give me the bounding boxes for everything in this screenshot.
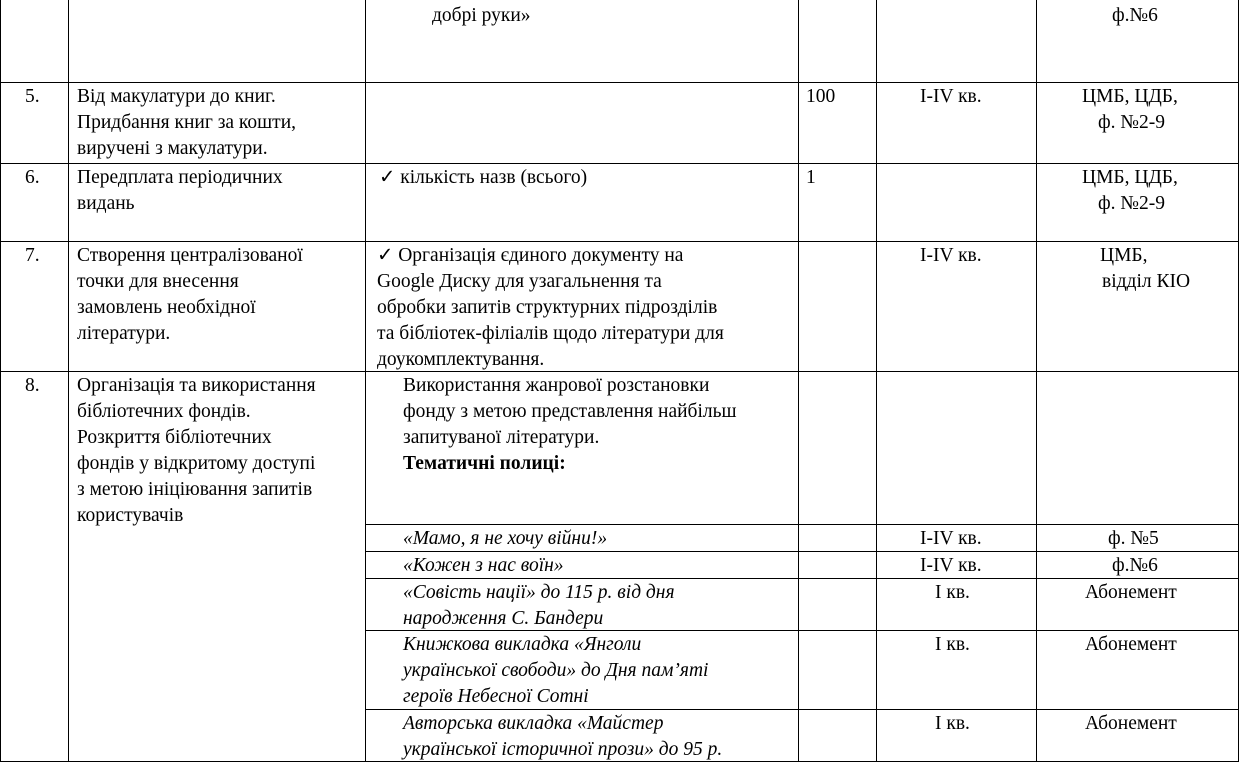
title-line: виручені з макулатури. (77, 138, 268, 159)
content-line: Google Диску для узагальнення та (377, 271, 662, 292)
term-cell: I-IV кв. (920, 528, 982, 549)
exhibit-line: Книжкова викладка «Янголи (403, 634, 642, 655)
title-line: видань (77, 193, 135, 214)
table-border (1238, 0, 1239, 762)
table-border (0, 0, 1, 762)
responsible-cell: Абонемент (1085, 582, 1177, 603)
term-cell: I-IV кв. (920, 245, 982, 266)
exhibit-line: української історичної прози» до 95 р. (403, 739, 723, 760)
title-line: Придбання книг за кошти, (77, 112, 297, 133)
responsible-line: відділ КІО (1102, 271, 1191, 292)
row-number: 6. (25, 167, 40, 188)
section-heading: Тематичні полиці: (403, 453, 566, 474)
table-border (0, 82, 1239, 83)
responsible-line: ЦМБ, ЦДБ, (1082, 167, 1178, 188)
content-line: ✓ Організація єдиного документу на (377, 245, 684, 266)
title-line: Організація та використання (77, 375, 316, 396)
table-border (365, 524, 1239, 525)
title-line: літератури. (77, 323, 171, 344)
table-border (1036, 0, 1037, 762)
table-border (0, 163, 1239, 164)
content-line: фонду з метою представлення найбільш (403, 401, 737, 422)
responsible-cell: ф.№6 (1112, 555, 1158, 576)
row-number: 8. (25, 375, 40, 396)
title-line: Створення централізованої (77, 245, 303, 266)
exhibit-line: героїв Небесної Сотні (403, 686, 589, 707)
content-line: обробки запитів структурних підрозділів (377, 297, 718, 318)
responsible-cell: Абонемент (1085, 634, 1177, 655)
table-border (68, 0, 69, 762)
title-line: точки для внесення (77, 271, 239, 292)
responsible-cell: ф.№6 (1112, 5, 1158, 26)
table-border (798, 0, 799, 762)
title-line: Передплата періодичних (77, 167, 283, 188)
term-cell: I кв. (935, 582, 970, 603)
content-line: Використання жанрової розстановки (403, 375, 710, 396)
term-cell: I кв. (935, 634, 970, 655)
row-number: 7. (25, 245, 40, 266)
table-border (0, 241, 1239, 242)
value-cell: 100 (806, 86, 836, 107)
responsible-line: ф. №2-9 (1098, 112, 1165, 133)
responsible-line: ЦМБ, ЦДБ, (1082, 86, 1178, 107)
content-line: доукомплектування. (377, 349, 545, 370)
responsible-line: ф. №2-9 (1098, 193, 1165, 214)
responsible-cell: ф. №5 (1108, 528, 1159, 549)
row-number: 5. (25, 86, 40, 107)
exhibit-line: народження С. Бандери (403, 608, 604, 629)
table-border (365, 0, 366, 762)
responsible-line: ЦМБ, (1100, 245, 1148, 266)
content-line: ✓ кількість назв (всього) (379, 167, 588, 188)
content-line: запитуваної літератури. (403, 427, 600, 448)
exhibit-line: «Совість нації» до 115 р. від дня (403, 582, 675, 603)
title-line: фондів у відкритому доступі (77, 453, 316, 474)
table-border (876, 0, 877, 762)
title-line: користувачів (77, 505, 184, 526)
title-line: Розкриття бібліотечних (77, 427, 272, 448)
term-cell: I-IV кв. (920, 555, 982, 576)
value-cell: 1 (806, 167, 816, 188)
exhibit-line: «Кожен з нас воїн» (403, 555, 564, 576)
exhibit-line: Авторська викладка «Майстер (403, 713, 664, 734)
term-cell: I кв. (935, 713, 970, 734)
title-line: бібліотечних фондів. (77, 401, 251, 422)
table-border (0, 371, 1239, 372)
content-line: та бібліотек-філіалів щодо літератури для (377, 323, 724, 344)
term-cell: I-IV кв. (920, 86, 982, 107)
exhibit-line: української свободи» до Дня пам’яті (403, 660, 709, 681)
responsible-cell: Абонемент (1085, 713, 1177, 734)
title-line: замовлень необхідної (77, 297, 256, 318)
title-line: з метою ініціювання запитів (77, 479, 313, 500)
title-line: Від макулатури до книг. (77, 86, 276, 107)
exhibit-line: «Мамо, я не хочу війни!» (403, 528, 608, 549)
content-cell: добрі руки» (432, 5, 531, 26)
